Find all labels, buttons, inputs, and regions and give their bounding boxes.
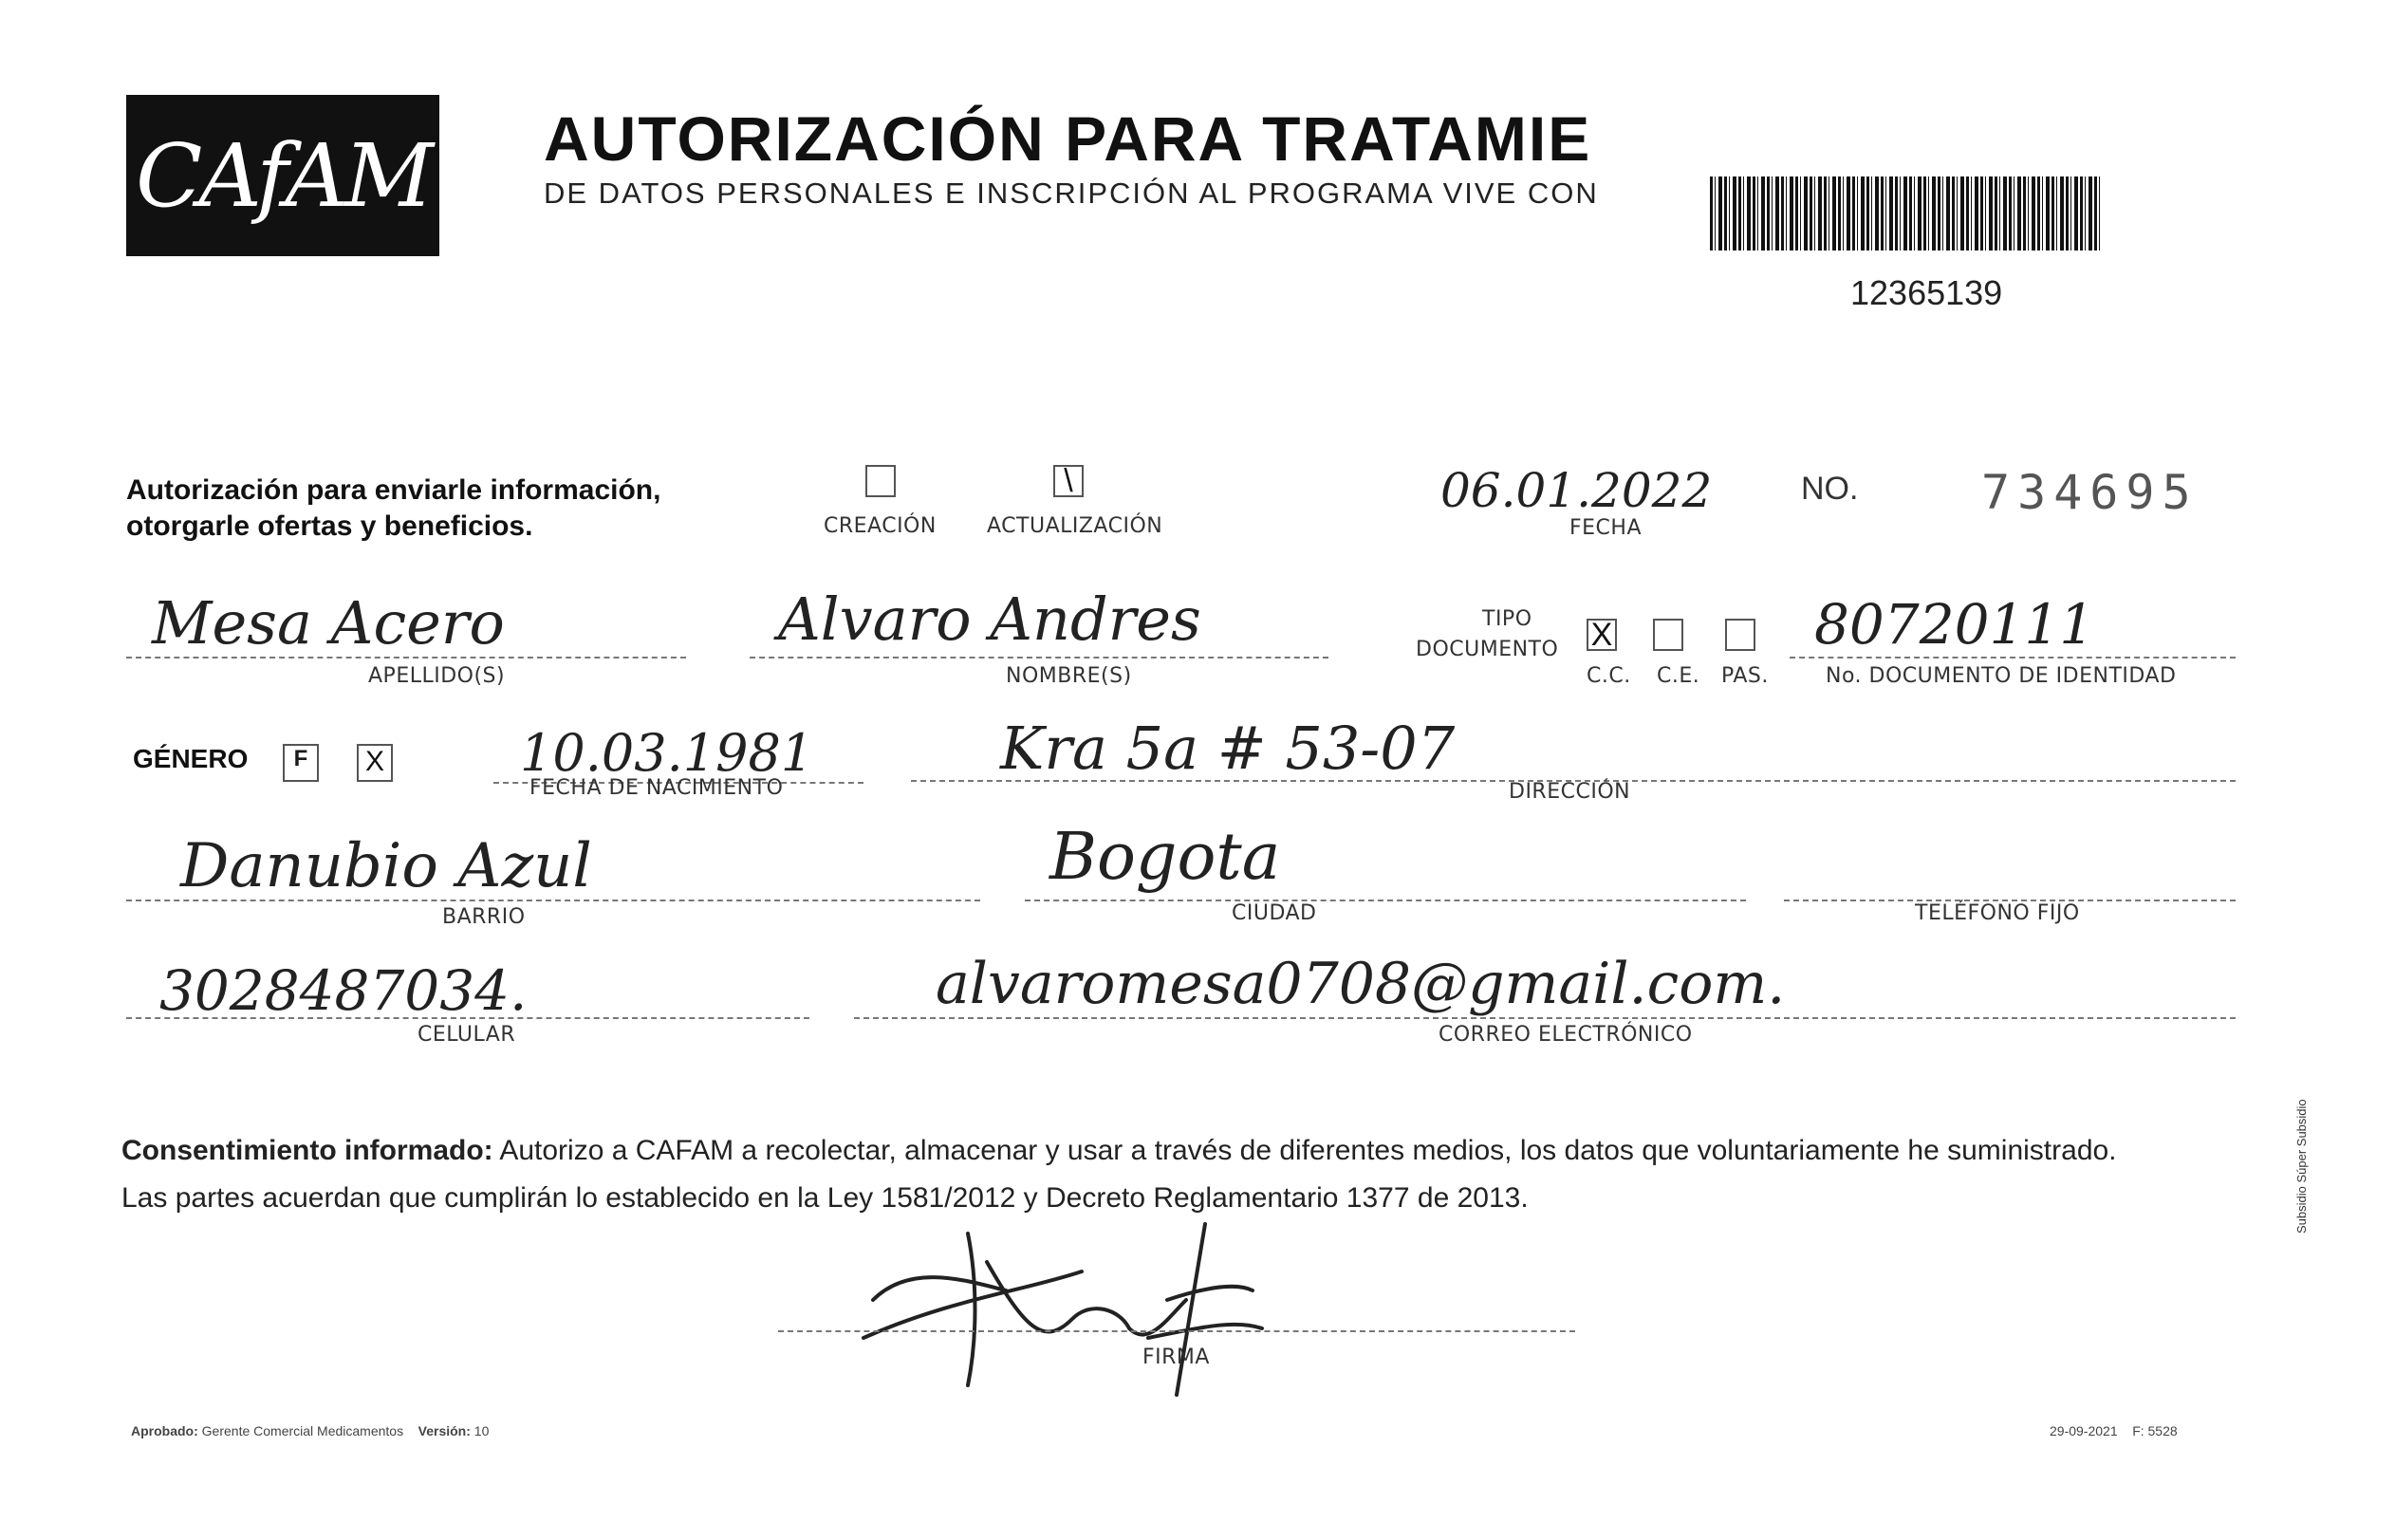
documento-line bbox=[1790, 657, 2236, 659]
correo-value: alvaromesa0708@gmail.com. bbox=[936, 951, 1786, 1017]
consecutive-number: 734695 bbox=[1981, 465, 2199, 520]
cc-checkbox[interactable]: X bbox=[1587, 619, 1617, 651]
tipo-label: TIPO bbox=[1482, 607, 1532, 631]
consent-bold: Consentimiento informado: bbox=[121, 1135, 493, 1166]
authorization-heading-line1: Autorización para enviarle información, bbox=[126, 474, 661, 506]
documento-value: 80720111 bbox=[1814, 592, 2095, 657]
documento-label: No. DOCUMENTO DE IDENTIDAD bbox=[1826, 664, 2177, 688]
aprobado-label: Aprobado: bbox=[131, 1423, 198, 1438]
ciudad-label: CIUDAD bbox=[1232, 901, 1317, 925]
actualizacion-label: ACTUALIZACIÓN bbox=[987, 514, 1163, 538]
consent-text1: Autorizo a CAFAM a recolectar, almacenar y usar a través de diferentes medios, los datos que voluntariamente he suministrado. bbox=[492, 1135, 2117, 1166]
nombres-line bbox=[750, 657, 1328, 659]
celular-line bbox=[126, 1017, 809, 1019]
celular-label: CELULAR bbox=[418, 1023, 516, 1047]
genero-label: GÉNERO bbox=[133, 744, 249, 773]
ciudad-line bbox=[1025, 900, 1746, 901]
aprobado-value: Gerente Comercial Medicamentos bbox=[201, 1423, 404, 1438]
creacion-label: CREACIÓN bbox=[824, 514, 937, 538]
direccion-label: DIRECCIÓN bbox=[1509, 780, 1631, 804]
signature-image bbox=[835, 1205, 1328, 1404]
correo-label: CORREO ELECTRÓNICO bbox=[1439, 1023, 1693, 1047]
cafam-logo: CAfAM bbox=[126, 95, 439, 256]
documento-tipo-label: DOCUMENTO bbox=[1416, 638, 1559, 661]
footer-code: F: 5528 bbox=[2132, 1423, 2178, 1438]
barcode-number: 12365139 bbox=[1850, 273, 2003, 312]
apellidos-line bbox=[126, 657, 686, 659]
correo-line bbox=[854, 1017, 2236, 1019]
cc-label: C.C. bbox=[1587, 664, 1631, 688]
pas-label: PAS. bbox=[1721, 664, 1769, 688]
footer-approval bbox=[131, 1423, 489, 1438]
apellidos-value: Mesa Acero bbox=[152, 588, 505, 658]
firma-line bbox=[778, 1330, 1575, 1332]
footer-date-code bbox=[2050, 1423, 2178, 1438]
barrio-label: BARRIO bbox=[442, 905, 526, 929]
vertical-side-text: Subsidio Súper Subsidio bbox=[2294, 1099, 2309, 1234]
authorization-heading-line2: otorgarle ofertas y beneficios. bbox=[126, 510, 533, 542]
genero-m-mark: X bbox=[364, 746, 384, 777]
direccion-value: Kra 5a # 53-07 bbox=[1000, 714, 1456, 783]
fecha-nacimiento-value: 10.03.1981 bbox=[520, 723, 814, 783]
fecha-label: FECHA bbox=[1569, 516, 1643, 540]
consent-line1 bbox=[121, 1135, 2117, 1167]
ciudad-value: Bogota bbox=[1049, 820, 1281, 895]
barcode bbox=[1710, 176, 2101, 250]
nombres-value: Alvaro Andres bbox=[778, 584, 1201, 654]
no-label: NO. bbox=[1801, 471, 1859, 507]
version-value: 10 bbox=[473, 1423, 490, 1438]
version-label: Versión: bbox=[418, 1423, 471, 1438]
barrio-value: Danubio Azul bbox=[180, 831, 592, 901]
genero-f-label: F bbox=[293, 746, 308, 771]
form-title: AUTORIZACIÓN PARA TRATAMIE bbox=[544, 103, 1592, 174]
fecha-value: 06.01.2022 bbox=[1440, 463, 1713, 518]
apellidos-label: APELLIDO(S) bbox=[368, 664, 506, 688]
form-subtitle: DE DATOS PERSONALES E INSCRIPCIÓN AL PROGRAMA VIVE CON bbox=[544, 176, 1599, 210]
footer-date: 29-09-2021 bbox=[2050, 1423, 2118, 1438]
creacion-checkbox[interactable] bbox=[865, 465, 896, 497]
consent-line2: Las partes acuerdan que cumplirán lo establecido en la Ley 1581/2012 y Decreto Reglamentario 1377 de 2013. bbox=[121, 1182, 1529, 1214]
ce-checkbox[interactable] bbox=[1653, 619, 1683, 651]
ce-label: C.E. bbox=[1657, 664, 1700, 688]
barrio-line bbox=[126, 900, 980, 901]
fecha-nacimiento-label: FECHA DE NACIMIENTO bbox=[529, 776, 784, 800]
pas-checkbox[interactable] bbox=[1725, 619, 1755, 651]
actualizacion-checkbox[interactable]: \ bbox=[1053, 465, 1084, 497]
telefono-label: TELÉFONO FIJO bbox=[1915, 901, 2080, 925]
firma-label: FIRMA bbox=[1142, 1345, 1210, 1369]
celular-value: 3028487034. bbox=[159, 958, 528, 1023]
nombres-label: NOMBRE(S) bbox=[1006, 664, 1132, 688]
